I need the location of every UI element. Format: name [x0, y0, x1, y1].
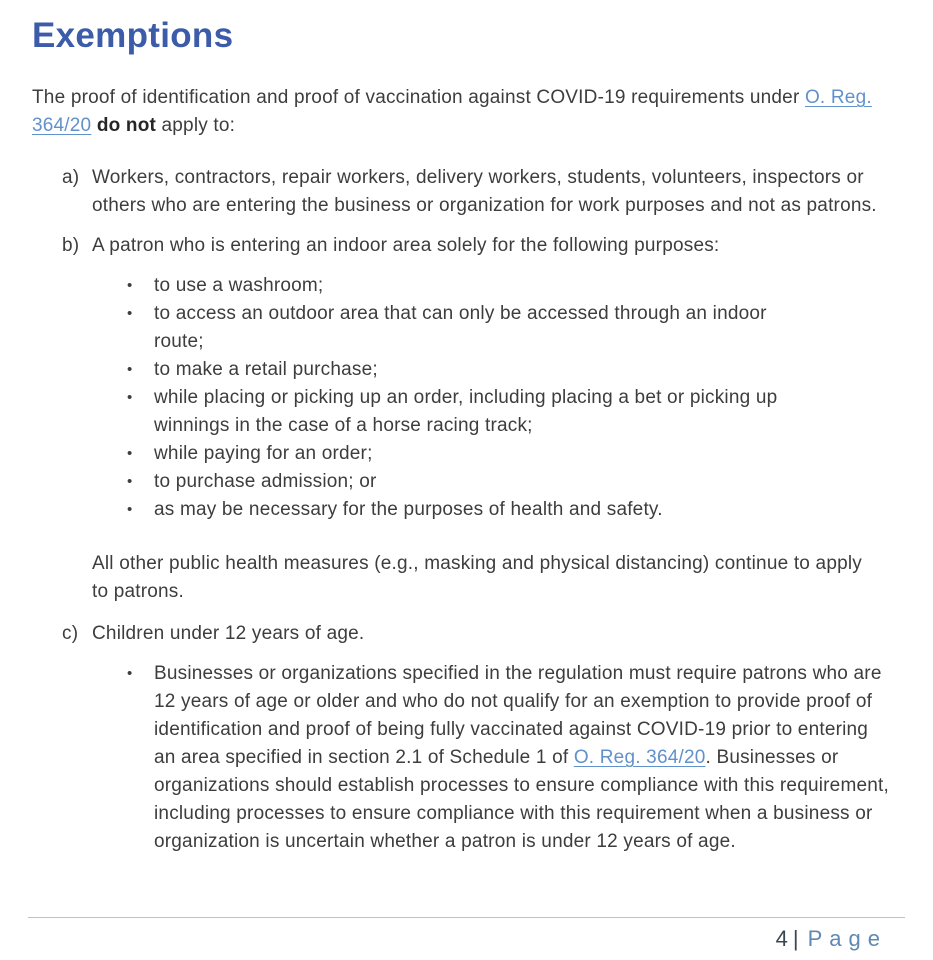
intro-text-before-link: The proof of identification and proof of vaccination against COVID-19 requirements under [32, 87, 805, 108]
bullet-text: while placing or picking up an order, including placing a bet or picking up winnings in the case of a horse racing track; [154, 387, 778, 436]
footer-page-word: Page [807, 926, 887, 951]
bullet-item-health-safety [127, 496, 903, 524]
bullet-item-purchase-admission [127, 468, 903, 496]
oreg-364-20-link-intro[interactable]: O. Reg. 364/20 [32, 87, 872, 136]
bullet-item-businesses-requirement [127, 660, 903, 856]
list-marker-a: a) [62, 167, 80, 188]
intro-text-after-bold: apply to: [156, 115, 236, 136]
list-text-c: Children under 12 years of age. [92, 623, 365, 644]
bullet-icon: • [127, 445, 133, 462]
bullet-icon: • [127, 473, 133, 490]
c-bullet-before-link: Businesses or organizations specified in the regulation must require patrons who are 12 years of age or older and who do not qualify for an exemption to provide proof of identification and proof of being fully vaccinated against COVID-19 prior to entering an area specified in section 2.1 of Schedule 1 of [154, 663, 882, 768]
oreg-364-20-link-c[interactable]: O. Reg. 364/20 [573, 747, 706, 768]
bullet-icon: • [127, 305, 133, 322]
bullet-icon: • [127, 361, 133, 378]
bullet-text: to use a washroom; [154, 275, 324, 296]
b-bullet-list [32, 272, 903, 524]
intro-paragraph [32, 84, 888, 140]
bullet-text: to access an outdoor area that can only be accessed through an indoor route; [154, 303, 767, 352]
bullet-icon: • [127, 665, 133, 682]
bullet-icon: • [127, 389, 133, 406]
bullet-item-retail-purchase [127, 356, 903, 384]
list-item-c [62, 620, 903, 648]
bullet-text: to purchase admission; or [154, 471, 377, 492]
bullet-text: to make a retail purchase; [154, 359, 378, 380]
bullet-text: as may be necessary for the purposes of health and safety. [154, 499, 663, 520]
c-bullet-text [154, 660, 894, 856]
page-footer [776, 926, 887, 952]
list-text-a: Workers, contractors, repair workers, delivery workers, students, volunteers, inspectors or others who are entering the business or organization for work purposes and not as patrons. [92, 167, 877, 216]
list-text-b: A patron who is entering an indoor area solely for the following purposes: [92, 235, 720, 256]
list-marker-b: b) [62, 235, 80, 256]
c-bullet-after-link: . Businesses or organizations should establish processes to ensure compliance with this requirement, including processes to ensure compliance with this requirement when a business or organization is uncertain whether a patron is under 12 years of age. [154, 747, 889, 852]
list-item-a [62, 164, 903, 220]
list-item-b [62, 232, 903, 260]
intro-bold-text: do not [96, 115, 157, 136]
footer-separator: | [792, 926, 800, 951]
public-health-note: All other public health measures (e.g., masking and physical distancing) continue to apply to patrons. [92, 553, 862, 602]
bullet-item-washroom [127, 272, 903, 300]
footer-divider [28, 917, 905, 918]
bullet-item-placing-order [127, 384, 903, 440]
page-title: Exemptions [32, 16, 234, 55]
bullet-item-paying-order [127, 440, 903, 468]
list-marker-c: c) [62, 623, 79, 644]
bullet-item-outdoor-area [127, 300, 903, 356]
bullet-text: while paying for an order; [154, 443, 373, 464]
bullet-icon: • [127, 277, 133, 294]
bullet-icon: • [127, 501, 133, 518]
page-number: 4 [775, 926, 789, 951]
